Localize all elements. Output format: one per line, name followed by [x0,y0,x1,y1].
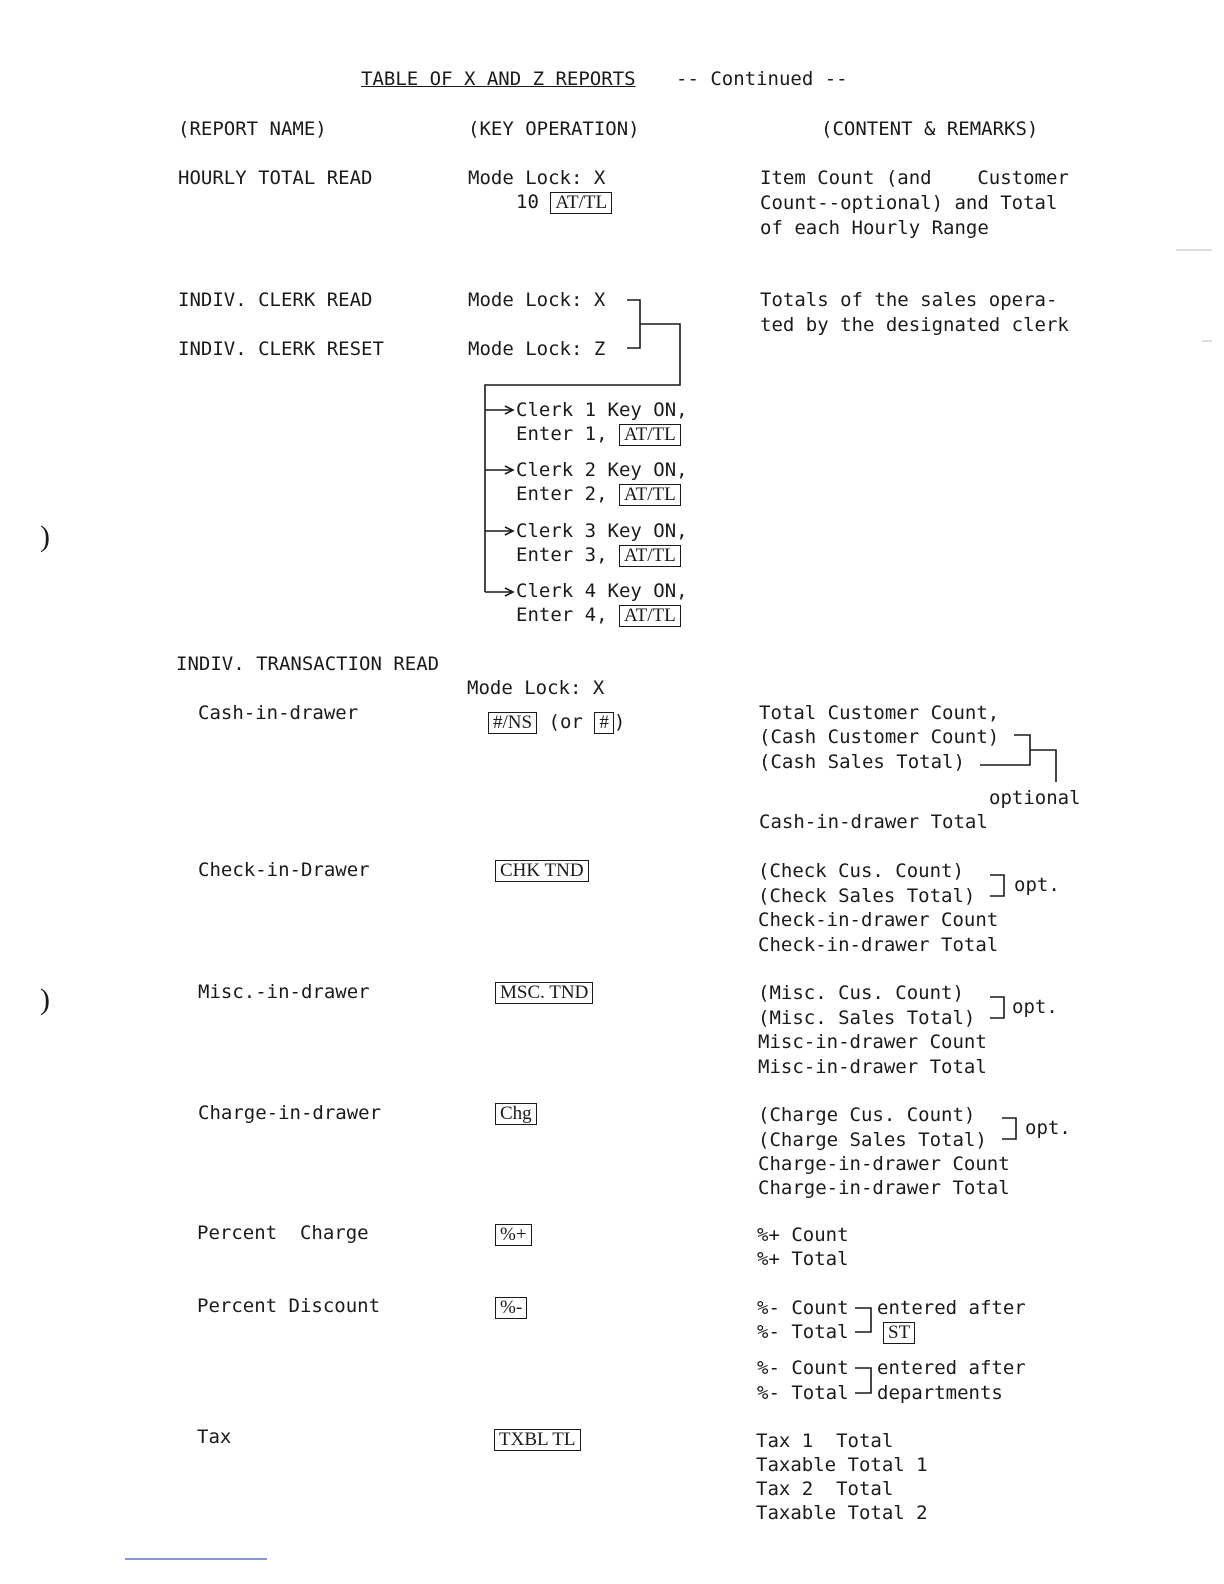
clerk-step-2-line2: Enter 2, AT/TL [516,482,681,506]
clerk-mode-x: Mode Lock: X [468,289,606,311]
page-title: TABLE OF X AND Z REPORTS [361,68,636,90]
at-tl-key: AT/TL [619,484,681,506]
check-opt: opt. [1014,874,1060,896]
chg-key: Chg [495,1103,537,1125]
pct-charge-content-2: %+ Total [757,1248,849,1270]
col-header-key: (KEY OPERATION) [468,118,640,140]
hourly-content-3: of each Hourly Range [760,217,989,239]
cash-content-1: Total Customer Count, [759,702,1000,724]
pct-discount-b-line2: %- Total [757,1382,849,1404]
pct-discount-a-line1: %- Count [757,1297,849,1319]
st-key: ST [883,1322,915,1344]
cash-content-4: Cash-in-drawer Total [759,811,988,833]
clerk-content-2: ted by the designated clerk [760,314,1069,336]
pct-discount-name: Percent Discount [197,1295,381,1317]
hourly-content-2: Count--optional) and Total [760,192,1058,214]
misc-content-2: (Misc. Sales Total) [758,1007,976,1029]
at-tl-key: AT/TL [619,424,681,446]
charge-content-3: Charge-in-drawer Count [758,1153,1010,1175]
pct-charge-name: Percent Charge [197,1222,369,1244]
tax-content-3: Tax 2 Total [756,1478,894,1500]
chk-tnd-key: CHK TND [495,860,589,882]
report-hourly-name: HOURLY TOTAL READ [178,167,373,189]
pct-discount-b-note1: entered after [877,1357,1026,1379]
pct-discount-b-line1: %- Count [757,1357,849,1379]
pct-minus-key: %- [495,1297,527,1319]
charge-opt: opt. [1025,1117,1071,1139]
report-transaction-name: INDIV. TRANSACTION READ [176,653,440,675]
misc-content-3: Misc-in-drawer Count [758,1031,987,1053]
check-content-4: Check-in-drawer Total [758,934,999,956]
check-name: Check-in-Drawer [198,859,370,881]
charge-content-1: (Charge Cus. Count) [758,1104,976,1126]
pct-discount-b-note2: departments [877,1382,1003,1404]
cash-name: Cash-in-drawer [198,702,359,724]
misc-content-1: (Misc. Cus. Count) [758,982,964,1004]
margin-paren-1: ) [40,520,50,553]
clerk-step-1-line2: Enter 1, AT/TL [516,422,681,446]
pct-discount-a-note: entered after [877,1297,1026,1319]
tax-name: Tax [197,1426,232,1448]
check-content-3: Check-in-drawer Count [758,909,999,931]
tax-content-4: Taxable Total 2 [756,1502,928,1524]
clerk-step-3-line2: Enter 3, AT/TL [516,543,681,567]
check-content-2: (Check Sales Total) [758,885,976,907]
at-tl-key: AT/TL [619,545,681,567]
clerk-step-3-line1: Clerk 3 Key ON, [516,520,688,542]
clerk-step-2-line1: Clerk 2 Key ON, [516,459,688,481]
hourly-keys: 10 AT/TL [516,190,612,214]
continued-label: -- Continued -- [676,68,848,90]
ns-key: #/NS [488,712,537,734]
at-tl-key: AT/TL [550,192,612,214]
charge-content-4: Charge-in-drawer Total [758,1177,1010,1199]
col-header-content: (CONTENT & REMARKS) [821,118,1039,140]
cash-content-3: (Cash Sales Total) [759,751,965,773]
col-header-report: (REPORT NAME) [178,118,327,140]
charge-name: Charge-in-drawer [198,1102,382,1124]
hourly-mode: Mode Lock: X [468,167,606,189]
hourly-content-1: Item Count (and Customer [760,167,1069,189]
pct-plus-key: %+ [495,1224,532,1246]
tax-content-1: Tax 1 Total [756,1430,894,1452]
clerk-mode-z: Mode Lock: Z [468,338,606,360]
margin-paren-2: ) [40,983,50,1016]
msc-tnd-key: MSC. TND [495,982,593,1004]
transaction-mode: Mode Lock: X [467,677,605,699]
pct-charge-content-1: %+ Count [757,1224,849,1246]
pct-discount-a-line2: %- Total [757,1321,849,1343]
clerk-content-1: Totals of the sales opera- [760,289,1058,311]
clerk-step-4-line2: Enter 4, AT/TL [516,603,681,627]
txbl-tl-key: TXBL TL [494,1429,581,1451]
tax-content-2: Taxable Total 1 [756,1454,928,1476]
misc-name: Misc.-in-drawer [198,981,370,1003]
cash-keys: #/NS (or # ) [488,710,625,734]
clerk-step-1-line1: Clerk 1 Key ON, [516,399,688,421]
misc-content-4: Misc-in-drawer Total [758,1056,987,1078]
misc-opt: opt. [1012,996,1058,1018]
clerk-step-4-line1: Clerk 4 Key ON, [516,580,688,602]
at-tl-key: AT/TL [619,605,681,627]
check-content-1: (Check Cus. Count) [758,860,964,882]
hash-key: # [594,712,614,734]
report-clerk-read-name: INDIV. CLERK READ [178,289,373,311]
charge-content-2: (Charge Sales Total) [758,1129,987,1151]
cash-optional: optional [989,787,1081,809]
report-clerk-reset-name: INDIV. CLERK RESET [178,338,384,360]
cash-content-2: (Cash Customer Count) [759,726,1000,748]
